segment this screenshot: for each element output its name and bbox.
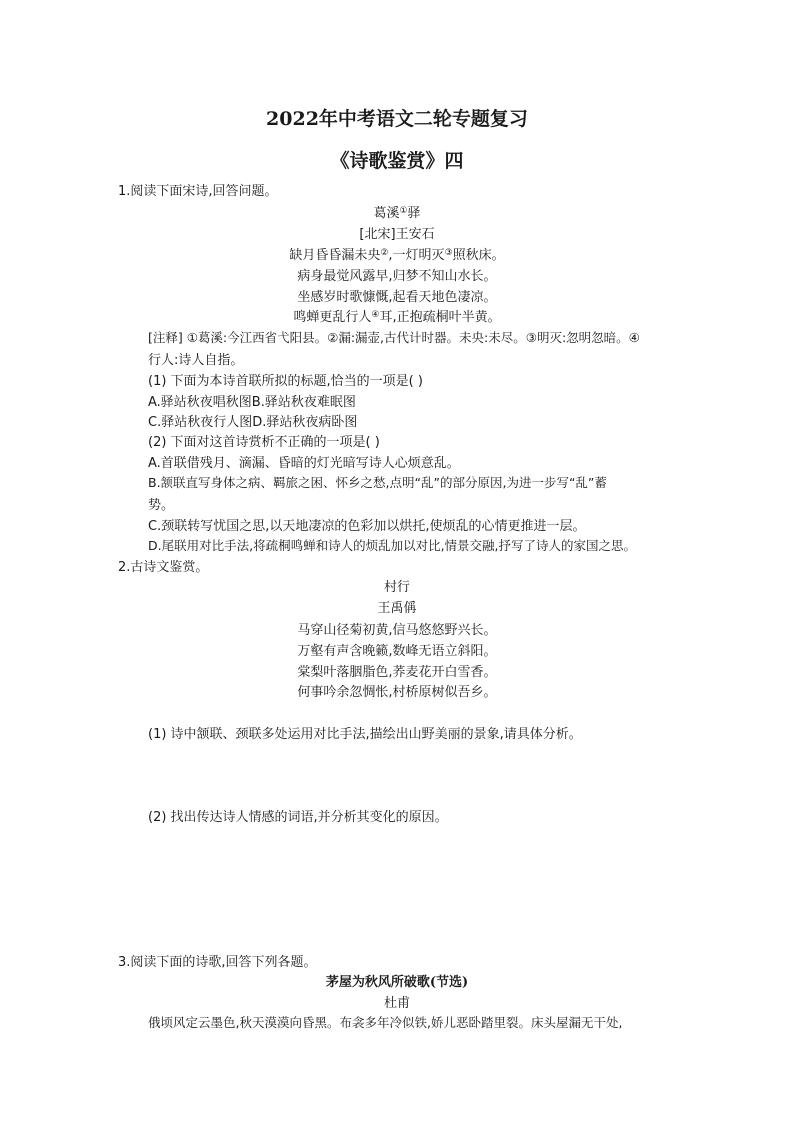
q1-sub2-option-b-1: B.颔联直写身体之病、羁旅之困、怀乡之愁,点明“乱”的部分原因,为进一步写“乱”蓄 [148, 475, 607, 490]
q3-poem-title: 茅屋为秋风所破歌(节选) [325, 975, 469, 990]
q1-note-line-1: [注释] ①葛溪:今江西省弋阳县。②漏:漏壶,古代计时器。未央:未尽。③明灭:忽明忽暗。④ [148, 330, 640, 345]
q1-line-4-mark: ④ [371, 310, 380, 320]
doc-subtitle: 《诗歌鉴赏》四 [330, 150, 464, 172]
q1-stem: 1.阅读下面宋诗,回答问题。 [118, 184, 278, 199]
q1-line-4-a: 鸣蝉更乱行人 [293, 310, 372, 325]
q3-poem-line-1: 俄顷风定云墨色,秋天漠漠向昏黑。布衾多年冷似铁,娇儿恶卧踏里裂。床头屋漏无干处, [148, 1015, 623, 1030]
q1-sub2-option-c: C.颈联转写忧国之思,以天地凄凉的色彩加以烘托,使烦乱的心情更推进一层。 [148, 519, 586, 534]
q1-poem-title-text: 葛溪 [373, 206, 400, 221]
q2-sub2: (2) 找出传达诗人情感的词语,并分析其变化的原因。 [148, 810, 448, 825]
q1-line-1 [0, 244, 794, 263]
q2-stem: 2.古诗文鉴赏。 [118, 560, 209, 575]
q1-sub1-options-ab: A.驿站秋夜唱秋图B.驿站秋夜难眠图 [148, 395, 356, 410]
q1-line-1-b: ,一灯明灭 [388, 248, 445, 263]
q1-poem-title-tail: 驿 [407, 206, 421, 221]
q1-sub1-options-cd: C.驿站秋夜行人图D.驿站秋夜病卧图 [148, 415, 358, 430]
q1-line-4 [0, 306, 794, 325]
q1-sub2-stem: (2) 下面对这首诗赏析不正确的一项是( ) [148, 435, 380, 450]
q2-sub1: (1) 诗中颔联、颈联多处运用对比手法,描绘出山野美丽的景象,请具体分析。 [148, 727, 582, 742]
q2-line-4: 何事吟余忽惆怅,村桥原树似吾乡。 [297, 685, 497, 700]
q1-line-2: 病身最觉风露早,归梦不知山水长。 [297, 269, 497, 284]
q2-line-3: 棠梨叶落胭脂色,荞麦花开白雪香。 [297, 665, 497, 680]
q1-sub1-stem: (1) 下面为本诗首联所拟的标题,恰当的一项是( ) [148, 374, 423, 389]
q1-poem-title-mark: ① [399, 206, 408, 216]
q1-sub2-option-b-2: 势。 [148, 498, 175, 513]
q2-line-1: 马穿山径菊初黄,信马悠悠野兴长。 [297, 623, 497, 638]
q1-note-line-2: 行人:诗人自指。 [148, 353, 244, 368]
q1-line-1-c: 照秋床。 [452, 248, 505, 263]
q3-author: 杜甫 [383, 996, 410, 1011]
q1-line-3: 坐感岁时歌慷慨,起看天地色凄凉。 [297, 290, 497, 305]
q1-author: [北宋]王安石 [359, 227, 435, 242]
q1-line-1-a: 缺月昏昏漏未央 [289, 248, 381, 263]
q1-line-1-mark2: ③ [444, 248, 453, 258]
doc-title: 2022年中考语文二轮专题复习 [266, 108, 528, 130]
q1-poem-title [0, 202, 794, 221]
q2-poem-title: 村行 [383, 580, 410, 595]
q3-stem: 3.阅读下面的诗歌,回答下列各题。 [118, 955, 317, 970]
q1-sub2-option-a: A.首联借残月、滴漏、昏暗的灯光暗写诗人心烦意乱。 [148, 456, 460, 471]
q2-line-2: 万壑有声含晚籁,数峰无语立斜阳。 [297, 644, 497, 659]
q2-author: 王禹偁 [377, 601, 417, 616]
q1-sub2-option-d: D.尾联用对比手法,将疏桐鸣蝉和诗人的烦乱加以对比,情景交融,抒写了诗人的家国之思。 [148, 538, 637, 553]
q1-line-4-b: 耳,正抱疏桐叶半黄。 [379, 310, 501, 325]
q1-line-1-mark: ② [380, 248, 389, 258]
